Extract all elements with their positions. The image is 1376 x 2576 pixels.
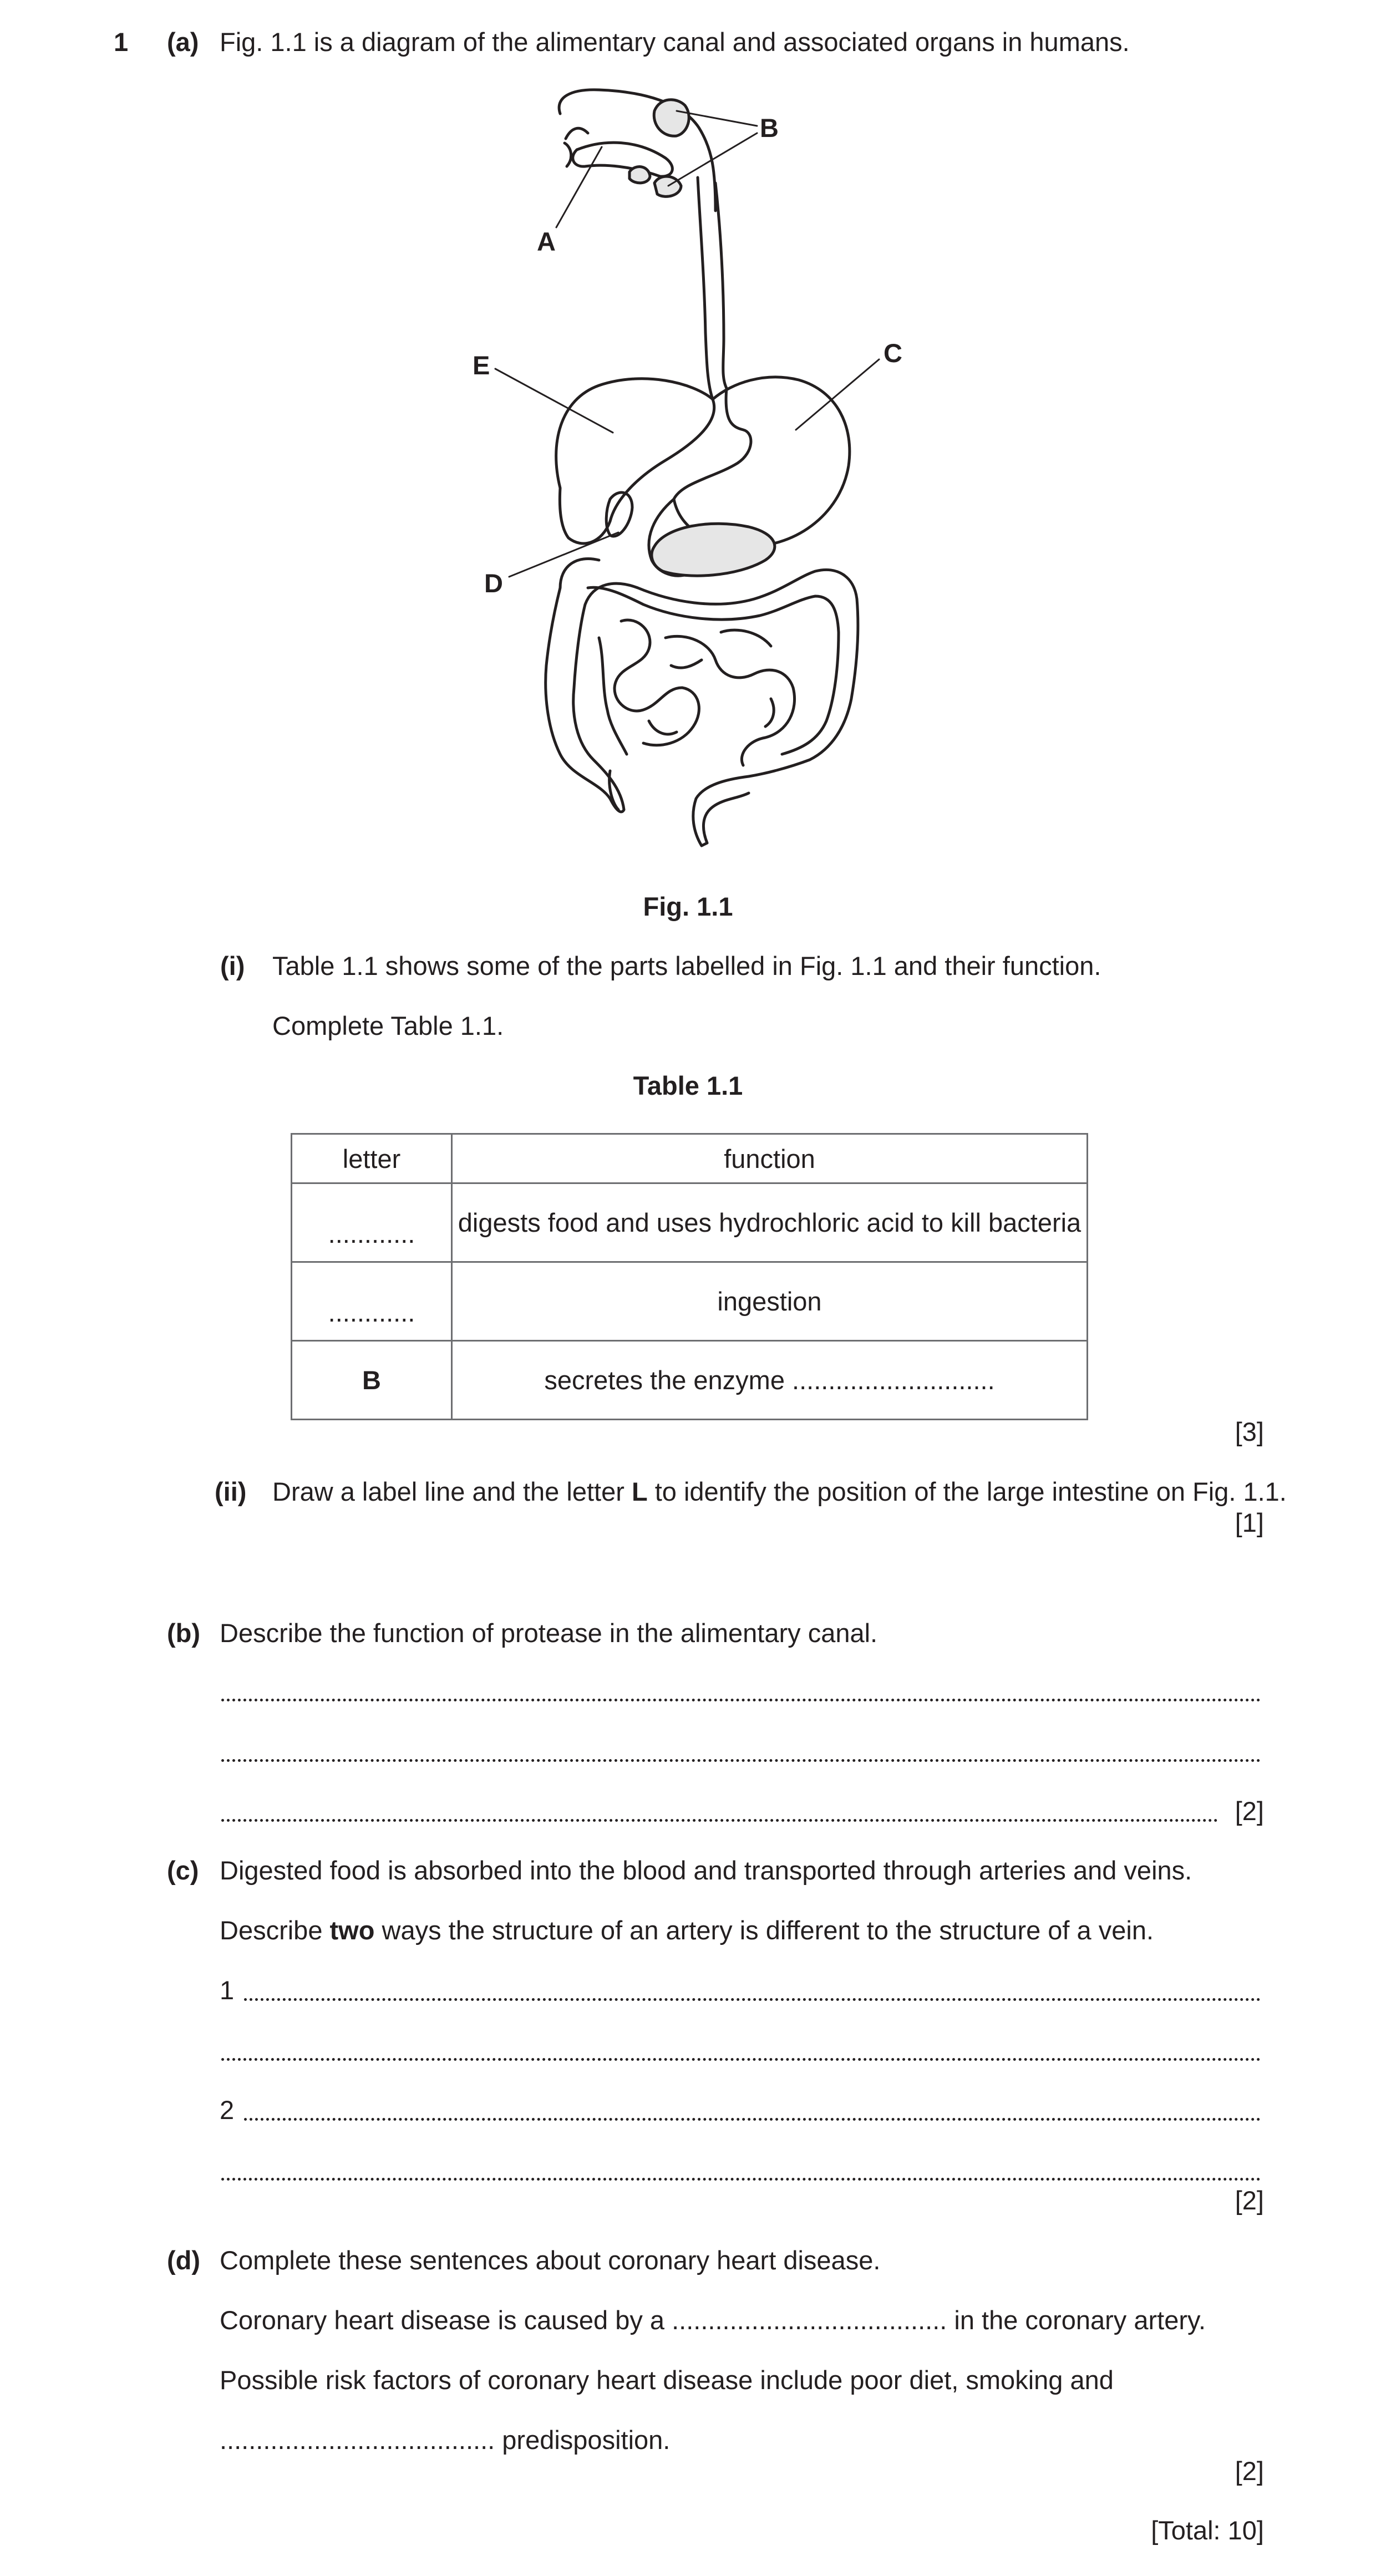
jaw [566,128,588,139]
function-cell: digests food and uses hydrochloric acid to kill bacteria [452,1183,1088,1262]
part-c-prompt [220,1917,1154,1943]
part-c-item-1: 1 [220,1975,235,2005]
figure-label-b: B [760,113,779,143]
marks-c: [2] [1235,2186,1264,2215]
salivary-gland-lower-1 [629,167,650,183]
answer-line-c-2b[interactable] [221,2178,1261,2181]
function-table [291,1133,1088,1420]
part-c-text: Digested food is absorbed into the blood and transported through arteries and veins. [220,1856,1192,1885]
part-c-prompt-before: Describe [220,1916,330,1945]
marks-d: [2] [1235,2456,1264,2486]
table-header-row [292,1134,1088,1183]
enzyme-answer-cell[interactable]: secretes the enzyme ............................ [452,1341,1088,1420]
part-d-sentence-1 [220,2307,1206,2333]
salivary-gland-lower-2 [654,176,681,196]
sub-i-label: (i) [220,951,245,980]
sub-i-instruction: Complete Table 1.1. [272,1011,504,1040]
figure-label-d: D [484,568,503,598]
letter-cell: B [292,1341,452,1420]
sentence-1-after: in the coronary artery. [947,2305,1206,2335]
sentence-3-blank[interactable]: ...................................... [220,2425,495,2455]
letter-answer-1[interactable] [292,1183,452,1262]
label-line-c [796,359,879,430]
figure-label-c: C [884,338,902,368]
small-intestine [599,620,795,765]
salivary-gland-upper [654,100,689,136]
answer-line-b-3[interactable] [221,1819,1218,1822]
sentence-1-blank[interactable]: ...................................... [672,2305,947,2335]
pancreas [652,524,775,576]
total-marks: [Total: 10] [1151,2516,1264,2545]
mouth-outline [559,90,715,211]
table-row [292,1341,1088,1420]
table-row [292,1183,1088,1262]
figure-caption: Fig. 1.1 [643,892,733,921]
question-number: 1 [114,27,129,57]
figure-label-a: A [537,227,556,256]
lip [565,143,571,166]
part-a-label: (a) [167,27,199,57]
part-c-item-2: 2 [220,2095,235,2125]
sub-ii-text [272,1478,1287,1505]
part-c-prompt-two: two [329,1916,375,1945]
stomach [674,377,850,546]
function-cell: ingestion [452,1262,1088,1341]
part-c-label: (c) [167,1856,199,1885]
part-c-prompt-after: ways the structure of an artery is different to the structure of a vein. [374,1916,1154,1945]
sentence-1-before: Coronary heart disease is caused by a [220,2305,672,2335]
sentence-3-after: predisposition. [495,2425,671,2455]
letter-blank: ............ [328,1219,415,1248]
part-d-sentence-3 [220,2427,670,2453]
answer-line-c-2a[interactable] [244,2118,1261,2121]
table-title: Table 1.1 [633,1071,743,1100]
figure-label-e: E [473,350,490,380]
oesophagus-right [715,183,727,388]
sub-ii-text-after: to identify the position of the large intestine on Fig. 1.1. [647,1477,1287,1506]
part-d-text: Complete these sentences about coronary heart disease. [220,2245,881,2275]
letter-blank: ............ [328,1298,415,1327]
rectum [693,776,749,846]
part-d-label: (d) [167,2245,201,2275]
alimentary-canal-figure [0,0,1376,865]
part-a-intro: Fig. 1.1 is a diagram of the alimentary canal and associated organs in humans. [220,27,1130,57]
liver [556,379,714,543]
marks-b: [2] [1235,1796,1264,1826]
header-letter: letter [292,1134,452,1183]
marks-a-ii: [1] [1235,1508,1264,1537]
answer-line-c-1b[interactable] [221,2058,1261,2061]
part-b-text: Describe the function of protease in the alimentary canal. [220,1618,878,1648]
label-line-b-2 [668,133,757,186]
answer-line-b-2[interactable] [221,1759,1261,1762]
sub-ii-letter-l: L [631,1477,648,1506]
part-d-sentence-2: Possible risk factors of coronary heart disease include poor diet, smoking and [220,2365,1114,2395]
part-b-label: (b) [167,1618,201,1648]
sub-ii-label: (ii) [215,1477,247,1506]
marks-a-i: [3] [1235,1417,1264,1446]
answer-line-c-1a[interactable] [244,1998,1261,2001]
sub-i-text: Table 1.1 shows some of the parts labelled in Fig. 1.1 and their function. [272,951,1101,980]
table-row [292,1262,1088,1341]
oesophagus-left [698,177,713,399]
sub-ii-text-before: Draw a label line and the letter [272,1477,632,1506]
answer-line-b-1[interactable] [221,1699,1261,1701]
letter-answer-2[interactable] [292,1262,452,1341]
header-function: function [452,1134,1088,1183]
label-line-a [556,147,602,227]
label-line-e [495,369,613,433]
